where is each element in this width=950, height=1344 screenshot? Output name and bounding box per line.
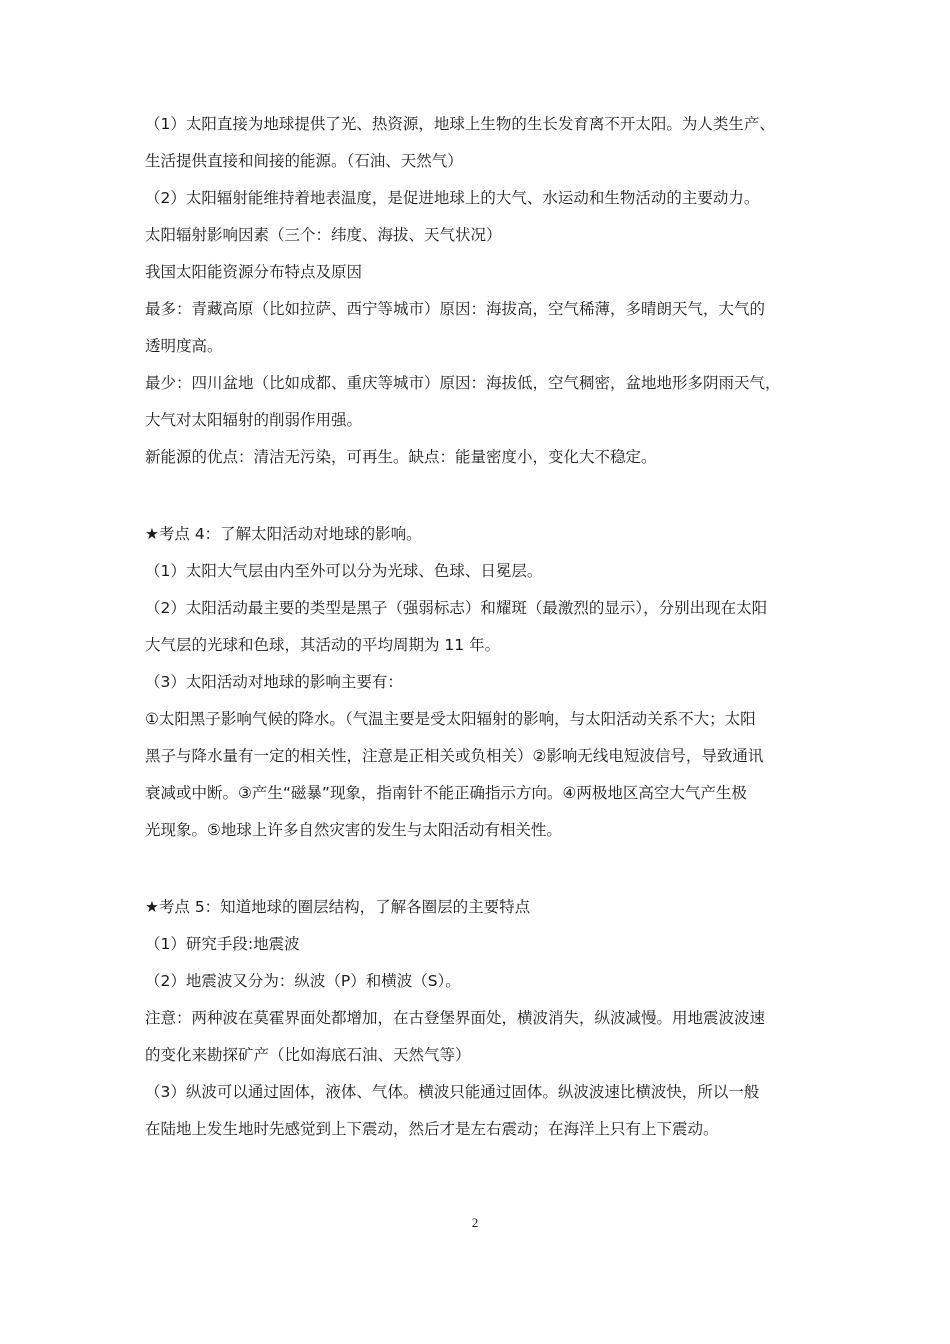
text-line: （1）研究手段:地震波 [145,935,300,953]
text-line: 最多：青藏高原（比如拉萨、西宁等城市）原因：海拔高，空气稀薄，多晴朗天气，大气的 [145,300,766,318]
section-heading-4: ★考点 4：了解太阳活动对地球的影响。 [145,525,422,543]
text-line: 在陆地上发生地时先感觉到上下震动，然后才是左右震动；在海洋上只有上下震动。 [145,1120,719,1138]
text-line: 大气对太阳辐射的削弱作用强。 [145,411,363,429]
text-line: 最少：四川盆地（比如成都、重庆等城市）原因：海拔低，空气稠密，盆地地形多阴雨天气， [145,374,781,392]
text-line: 太阳辐射影响因素（三个：纬度、海拔、天气状况） [145,226,502,244]
text-line: 透明度高。 [145,337,223,355]
section-earth-layers [145,889,823,1148]
paragraph-solar-influence [145,106,823,476]
text-line: （2）太阳辐射能维持着地表温度，是促进地球上的大气、水运动和生物活动的主要动力。 [145,189,760,207]
page-number: 2 [471,1215,479,1230]
text-line: （1）太阳大气层由内至外可以分为光球、色球、日冕层。 [145,562,543,580]
text-line: ①太阳黑子影响气候的降水。（气温主要是受太阳辐射的影响，与太阳活动关系不大；太阳 [145,710,756,728]
section-gap [145,849,823,889]
text-line: 我国太阳能资源分布特点及原因 [145,263,363,281]
document-body [145,106,823,1148]
text-line: 光现象。⑤地球上许多自然灾害的发生与太阳活动有相关性。 [145,821,562,839]
text-line: 黑子与降水量有一定的相关性，注意是正相关或负相关）②影响无线电短波信号，导致通讯 [145,747,764,765]
text-line: （2）太阳活动最主要的类型是黑子（强弱标志）和耀斑（最激烈的显示），分别出现在太阳 [145,599,768,617]
section-gap [145,476,823,516]
text-line: 的变化来勘探矿产（比如海底石油、天然气等） [145,1046,471,1064]
section-heading-5: ★考点 5：知道地球的圈层结构，了解各圈层的主要特点 [145,898,531,916]
text-line: （3）太阳活动对地球的影响主要有： [145,673,403,691]
text-line: （2）地震波又分为：纵波（P）和横波（S）。 [145,972,461,990]
text-line: 注意：两种波在莫霍界面处都增加，在古登堡界面处，横波消失，纵波减慢。用地震波波速 [145,1009,766,1027]
text-line: 衰减或中断。③产生“磁暴”现象，指南针不能正确指示方向。④两极地区高空大气产生极 [145,784,747,802]
section-solar-activity [145,516,823,849]
text-line: （1）太阳直接为地球提供了光、热资源，地球上生物的生长发育离不开太阳。为人类生产、 [145,115,775,133]
text-line: （3）纵波可以通过固体，液体、气体。横波只能通过固体。纵波波速比横波快，所以一般 [145,1083,760,1101]
text-line: 新能源的优点：清洁无污染，可再生。缺点：能量密度小，变化大不稳定。 [145,448,657,466]
text-line: 大气层的光球和色球，其活动的平均周期为 11 年。 [145,636,501,654]
text-line: 生活提供直接和间接的能源。（石油、天然气） [145,152,463,170]
